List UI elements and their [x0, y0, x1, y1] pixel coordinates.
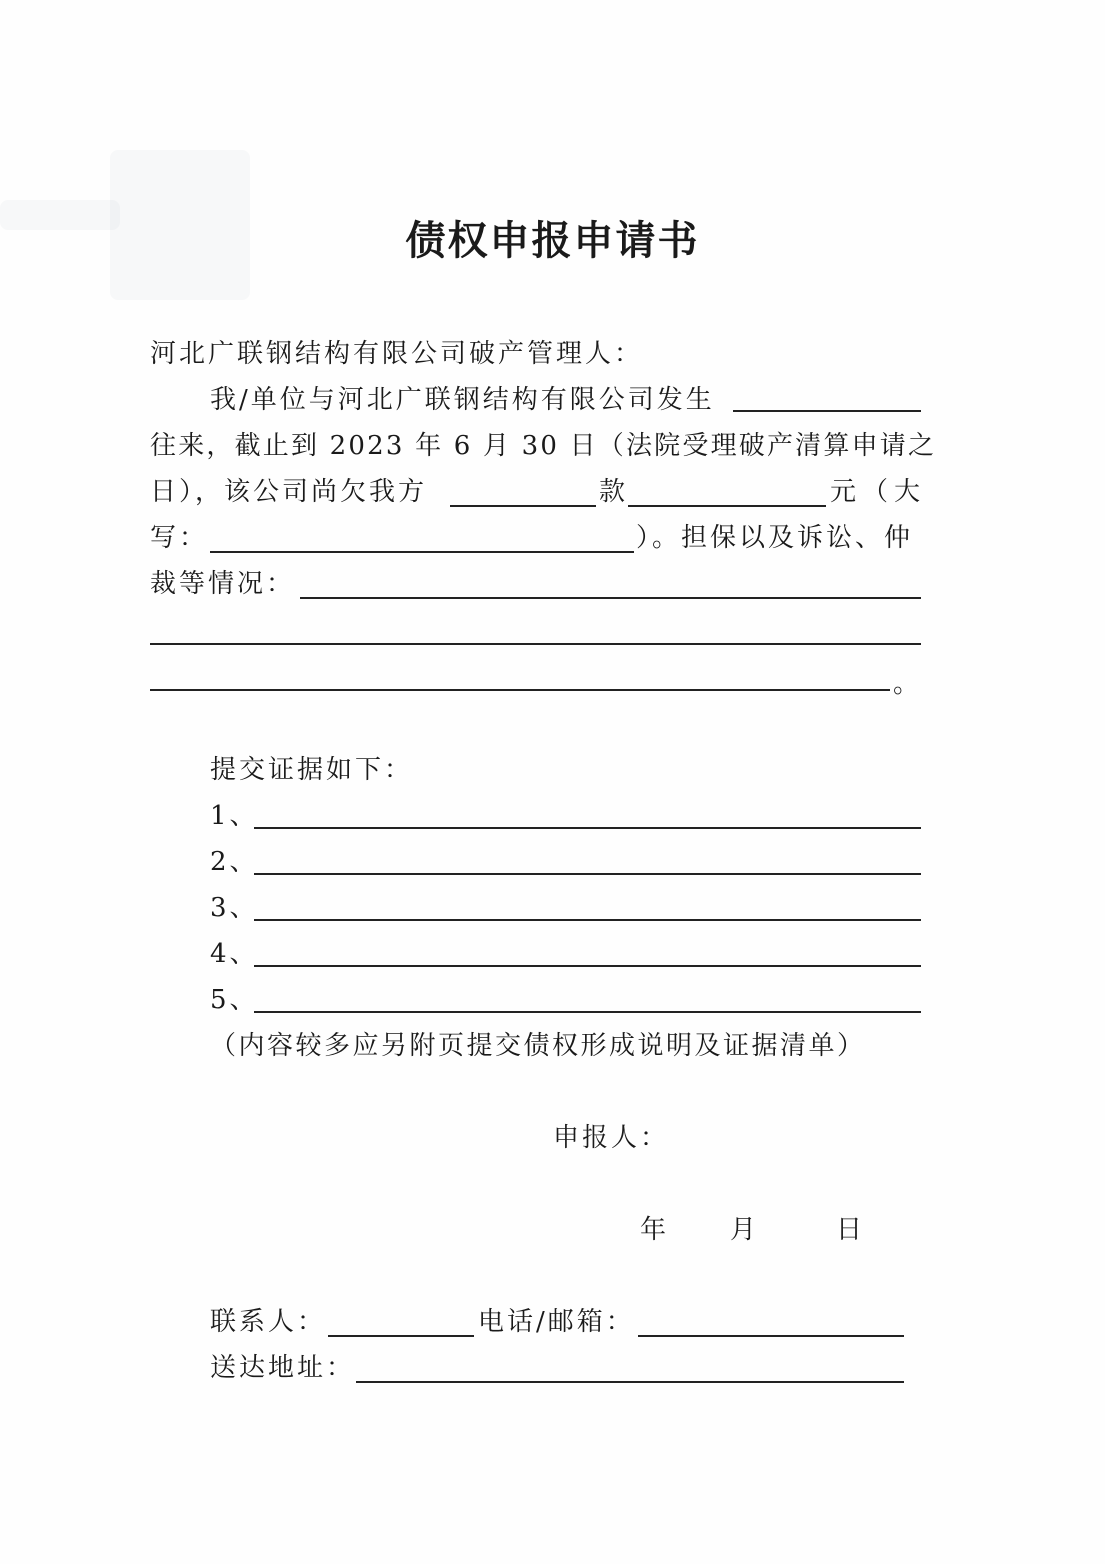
date-year-label: 年 [640, 1215, 670, 1245]
body-line5-prefix: 裁等情况： [150, 569, 296, 599]
body-line7-end: 。 [893, 669, 923, 699]
body-line4-suffix: ）。担保以及诉讼、仲 [636, 523, 914, 553]
evidence-heading: 提交证据如下： [210, 755, 414, 785]
evidence-item-label: 3、 [210, 893, 259, 923]
evidence-item-blank[interactable] [254, 919, 921, 921]
body-line1-text: 我/单位与河北广联钢结构有限公司发生 [210, 385, 715, 415]
body-line3-suffix: 元（大 [830, 477, 927, 507]
evidence-item-label: 5、 [210, 985, 259, 1015]
guarantee-litigation-blank-3[interactable] [150, 689, 890, 691]
evidence-item-blank[interactable] [254, 965, 921, 967]
evidence-item-blank[interactable] [254, 1011, 921, 1013]
date-month-label: 月 [730, 1215, 760, 1245]
guarantee-litigation-blank-2[interactable] [150, 643, 921, 645]
date-day-label: 日 [836, 1215, 866, 1245]
salutation: 河北广联钢结构有限公司破产管理人： [150, 339, 644, 369]
document-title: 债权申报申请书 [405, 218, 700, 264]
declarant-label: 申报人： [553, 1123, 670, 1153]
body-line3-mid: 款 [599, 477, 629, 507]
body-line3-prefix: 日），该公司尚欠我方 [150, 477, 428, 507]
evidence-item-label: 1、 [210, 801, 259, 831]
evidence-item-blank[interactable] [254, 873, 921, 875]
address-label: 送达地址： [210, 1353, 356, 1383]
body-line4-prefix: 写： [150, 523, 209, 553]
contact-person-blank[interactable] [328, 1335, 474, 1337]
contact-person-label: 联系人： [210, 1307, 327, 1337]
phone-email-label: 电话/邮箱： [478, 1307, 635, 1337]
phone-email-blank[interactable] [638, 1335, 904, 1337]
evidence-item-label: 2、 [210, 847, 259, 877]
address-blank[interactable] [356, 1381, 904, 1383]
guarantee-litigation-blank-1[interactable] [300, 597, 921, 599]
evidence-item-label: 4、 [210, 939, 259, 969]
body-line2-text: 往来，截止到 2023 年 6 月 30 日（法院受理破产清算申请之 [150, 431, 937, 461]
evidence-note: （内容较多应另附页提交债权形成说明及证据清单） [210, 1031, 866, 1061]
business-type-blank[interactable] [733, 410, 921, 412]
amount-in-words-blank[interactable] [210, 551, 634, 553]
evidence-item-blank[interactable] [254, 827, 921, 829]
amount-blank[interactable] [628, 505, 826, 507]
debt-type-blank[interactable] [450, 505, 596, 507]
